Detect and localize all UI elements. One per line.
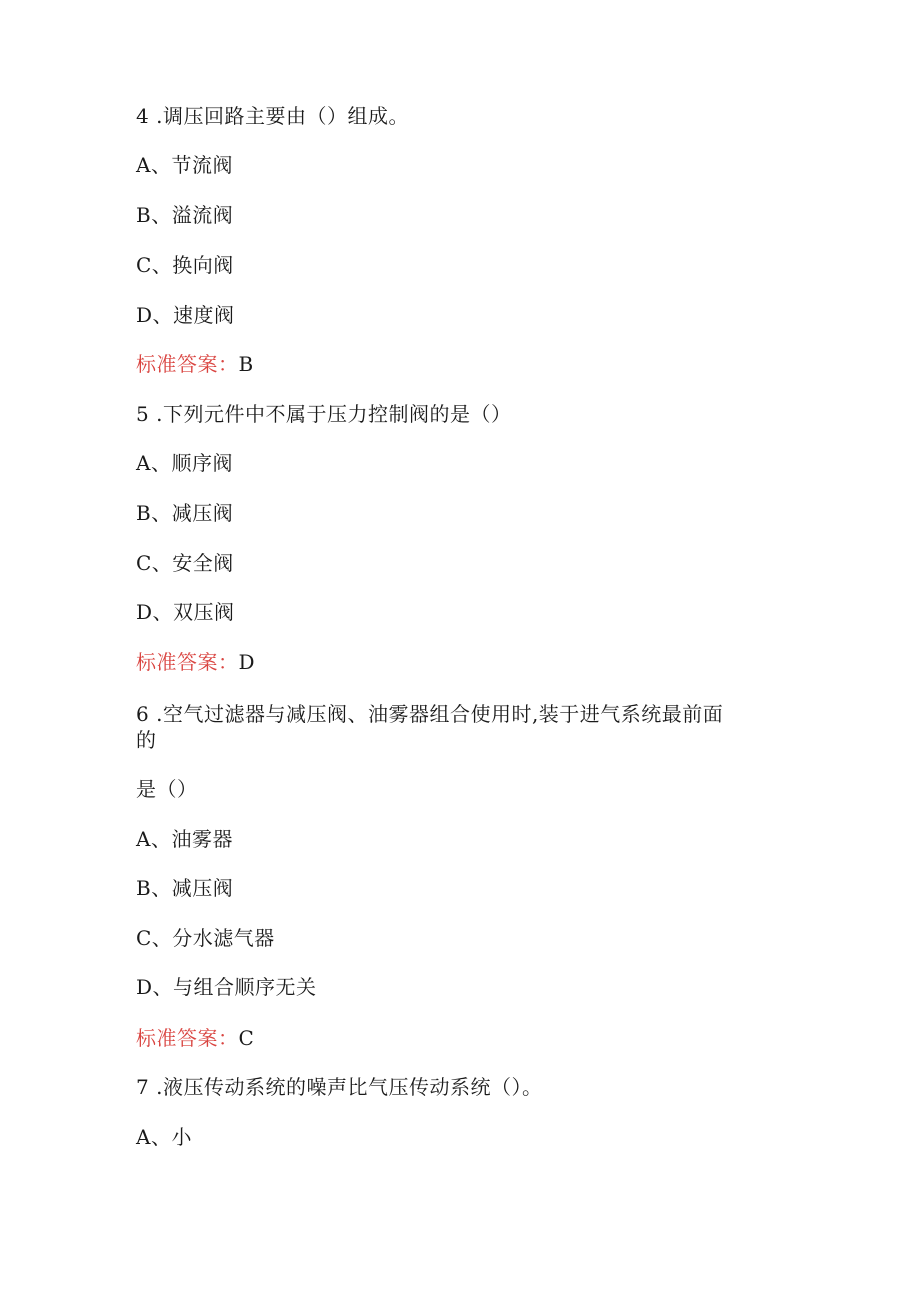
question-6-option-c: C、分水滤气器 <box>136 926 275 950</box>
question-7-option-a: A、小 <box>136 1125 192 1149</box>
question-5-option-c: C、安全阀 <box>136 551 234 575</box>
question-5-option-b: B、减压阀 <box>136 501 234 525</box>
question-5-answer <box>136 648 255 676</box>
question-6-option-a: A、油雾器 <box>136 827 233 851</box>
question-4-option-c: C、换向阀 <box>136 253 234 277</box>
question-6-stem-line1: 6 .空气过滤器与减压阀、油雾器组合使用时,装于进气系统最前面 <box>136 702 724 726</box>
answer-value: D <box>238 650 256 674</box>
question-5-option-a: A、顺序阀 <box>136 451 233 475</box>
question-6-stem-line2: 的 <box>136 728 157 752</box>
question-6-option-b: B、减压阀 <box>136 876 234 900</box>
question-5-option-d: D、双压阀 <box>136 600 235 624</box>
question-6-stem-line3: 是（） <box>136 777 198 801</box>
question-7-stem: 7 .液压传动系统的噪声比气压传动系统（）。 <box>136 1075 543 1099</box>
answer-label: 标准答案： <box>136 352 239 376</box>
question-4-stem: 4 .调压回路主要由（）组成。 <box>136 104 409 128</box>
question-5-stem: 5 .下列元件中不属于压力控制阀的是（） <box>136 402 512 426</box>
question-4-option-a: A、节流阀 <box>136 153 233 177</box>
question-4-option-d: D、速度阀 <box>136 303 235 327</box>
answer-label: 标准答案： <box>136 1026 239 1050</box>
answer-label: 标准答案： <box>136 650 239 674</box>
question-4-option-b: B、溢流阀 <box>136 203 234 227</box>
question-6-answer <box>136 1024 254 1052</box>
answer-value: C <box>238 1026 255 1050</box>
question-4-answer <box>136 350 254 378</box>
question-6-option-d: D、与组合顺序无关 <box>136 975 317 999</box>
answer-value: B <box>238 352 254 376</box>
